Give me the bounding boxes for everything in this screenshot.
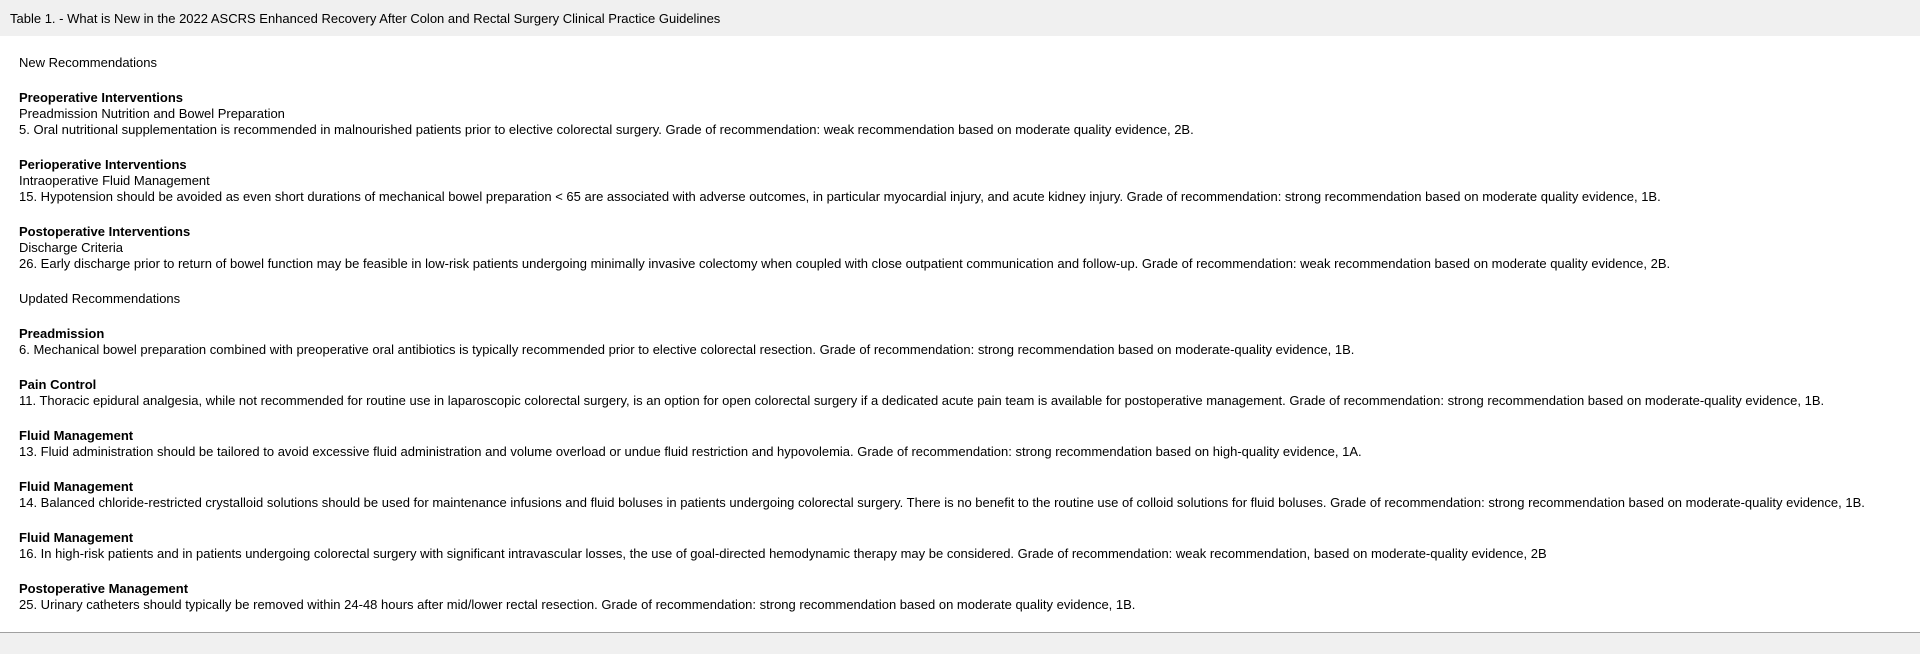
- recommendation-block: [19, 90, 1909, 138]
- block-title: Perioperative Interventions: [19, 157, 187, 172]
- block-text: 15. Hypotension should be avoided as even short durations of mechanical bowel preparation < 65 are associated with adverse outcomes, in particular myocardial injury, and acute kidney injury. Grade of recommendation: strong recommendation based on moderate quality evidence, 1B.: [19, 189, 1661, 204]
- table-title: Table 1. - What is New in the 2022 ASCRS Enhanced Recovery After Colon and Rectal Surgery Clinical Practice Guidelines: [10, 11, 721, 26]
- recommendation-block: [19, 428, 1909, 460]
- block-title: Preadmission: [19, 326, 105, 341]
- block-subtitle: Preadmission Nutrition and Bowel Preparation: [19, 106, 285, 121]
- block-text: 13. Fluid administration should be tailored to avoid excessive fluid administration and volume overload or undue fluid restriction and hypovolemia. Grade of recommendation: strong recommendation based on high-quality evidence, 1A.: [19, 444, 1362, 459]
- block-title: Fluid Management: [19, 428, 134, 443]
- recommendation-block: [19, 530, 1909, 562]
- recommendation-block: [19, 377, 1909, 409]
- recommendation-block: [19, 224, 1909, 272]
- block-text: 16. In high-risk patients and in patients undergoing colorectal surgery with significant intravascular losses, the use of goal-directed hemodynamic therapy may be considered. Grade of recommendation: weak recommendation, based on moderate-quality evidence, 2B: [19, 546, 1547, 561]
- block-title: Pain Control: [19, 377, 97, 392]
- block-text: 14. Balanced chloride-restricted crystalloid solutions should be used for maintenance infusions and fluid boluses in patients undergoing colorectal surgery. There is no benefit to the routine use of colloid solutions for fluid boluses. Grade of recommendation: strong recommendation based on moderate-quality evidence, 1B.: [19, 495, 1865, 510]
- block-text: 26. Early discharge prior to return of bowel function may be feasible in low-risk patients undergoing minimally invasive colectomy when coupled with close outpatient communication and follow-up. Grade of recommendation: weak recommendation based on moderate quality evidence, 2B.: [19, 256, 1671, 271]
- recommendation-block: [19, 157, 1909, 205]
- block-title: Fluid Management: [19, 530, 134, 545]
- block-subtitle: Discharge Criteria: [19, 240, 124, 255]
- block-text: 25. Urinary catheters should typically be removed within 24-48 hours after mid/lower rectal resection. Grade of recommendation: strong recommendation based on moderate quality evidence, 1B.: [19, 597, 1136, 612]
- block-title: Preoperative Interventions: [19, 90, 183, 105]
- footer-bar: [0, 633, 1920, 654]
- recommendation-block: [19, 326, 1909, 358]
- recommendation-block: [19, 581, 1909, 613]
- table-content: [19, 55, 1909, 632]
- block-title: Postoperative Management: [19, 581, 189, 596]
- block-subtitle: Intraoperative Fluid Management: [19, 173, 210, 188]
- title-bar: [0, 0, 1920, 36]
- block-title: Postoperative Interventions: [19, 224, 191, 239]
- section-header-updated: Updated Recommendations: [19, 291, 181, 306]
- section-header-new: New Recommendations: [19, 55, 158, 70]
- block-title: Fluid Management: [19, 479, 134, 494]
- block-text: 6. Mechanical bowel preparation combined with preoperative oral antibiotics is typically recommended prior to elective colorectal resection. Grade of recommendation: strong recommendation based on moderate-quality evidence, 1B.: [19, 342, 1355, 357]
- recommendation-block: [19, 479, 1909, 511]
- block-text: 11. Thoracic epidural analgesia, while not recommended for routine use in laparoscopic colorectal surgery, is an option for open colorectal surgery if a dedicated acute pain team is available for postoperative management. Grade of recommendation: strong recommendation based on moderate-quality evidence, 1B.: [19, 393, 1825, 408]
- block-text: 5. Oral nutritional supplementation is recommended in malnourished patients prior to elective colorectal surgery. Grade of recommendation: weak recommendation based on moderate quality evidence, 2B.: [19, 122, 1194, 137]
